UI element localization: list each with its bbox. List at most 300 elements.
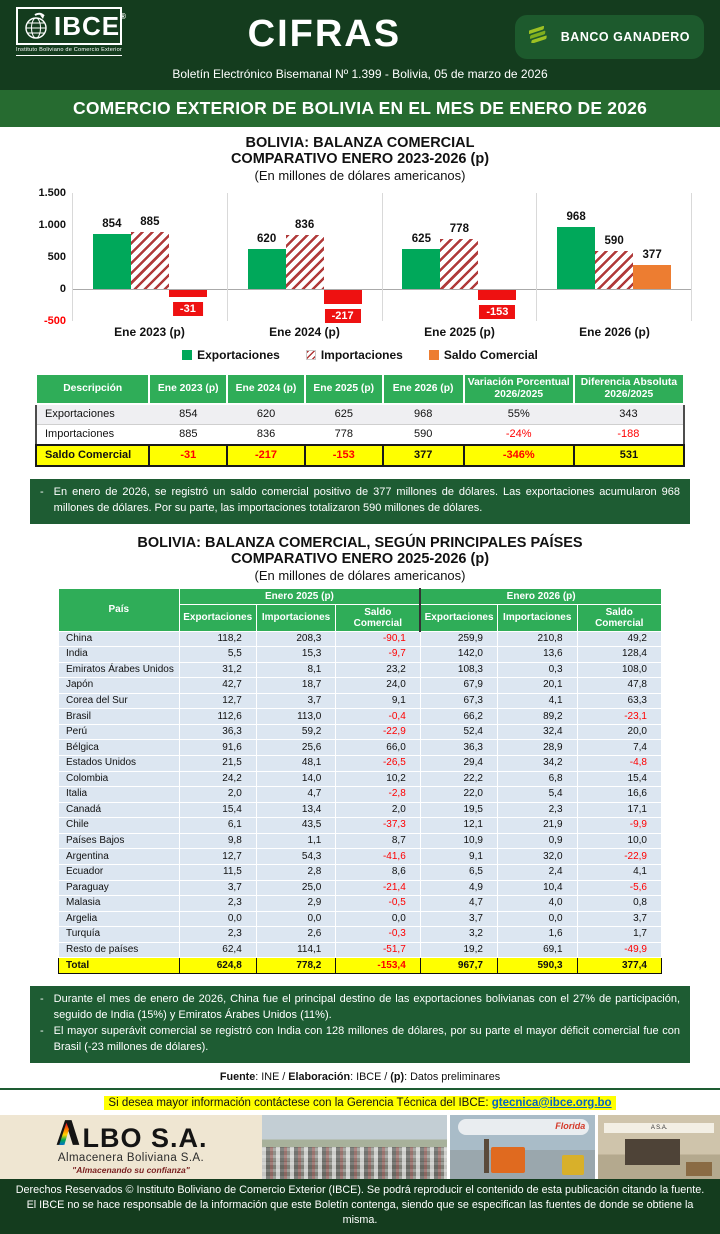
bar-exportaciones — [93, 234, 131, 289]
bar-saldo-comercial — [633, 265, 671, 289]
table-cell: 5,4 — [497, 787, 577, 803]
table-cell: 19,2 — [420, 942, 497, 958]
albo-logo-panel — [0, 1115, 262, 1179]
note-bullet: - En enero de 2026, se registró un saldo comercial positivo de 377 millones de dólares. Las exportaciones acumularon 968 millones de dólares. Por su parte, las importaciones totalizaron 590 millones de dólares. — [40, 485, 680, 514]
table-cell: 66,2 — [420, 709, 497, 725]
table-cell: 778 — [305, 424, 383, 445]
table-cell: 968 — [383, 404, 464, 425]
bar-saldo-comercial — [324, 290, 362, 304]
table-cell: 91,6 — [179, 740, 256, 756]
table-cell: 108,0 — [577, 662, 661, 678]
table-cell: 210,8 — [497, 631, 577, 647]
table-cell: 2,6 — [256, 927, 336, 943]
ad-warehouse-sign: A S.A. — [604, 1123, 714, 1133]
country-name: India — [59, 647, 180, 663]
summary-col-header: Descripción — [36, 374, 149, 404]
table-row — [59, 958, 662, 974]
bar-value-label: 590 — [604, 235, 624, 248]
table-cell: 6,8 — [497, 771, 577, 787]
table-cell: -21,4 — [336, 880, 420, 896]
chart-plot-area — [72, 193, 692, 321]
summary-col-header: Ene 2026 (p) — [383, 374, 464, 404]
chart-group-ene-2026-p- — [537, 193, 692, 321]
table-cell: -37,3 — [336, 818, 420, 834]
bar-saldo-comercial — [478, 290, 516, 300]
row-label: Saldo Comercial — [36, 445, 149, 466]
countries-note-box — [30, 986, 690, 1063]
table-cell: 836 — [227, 424, 305, 445]
table-cell: 69,1 — [497, 942, 577, 958]
table-cell: 12,1 — [420, 818, 497, 834]
table-row — [59, 740, 662, 756]
table-cell: 20,1 — [497, 678, 577, 694]
country-name: Argelia — [59, 911, 180, 927]
table-row — [59, 927, 662, 943]
country-name: Malasia — [59, 896, 180, 912]
table-cell: -51,7 — [336, 942, 420, 958]
ibce-logo-subtitle: Instituto Boliviano de Comercio Exterior — [16, 45, 122, 56]
table-cell: 66,0 — [336, 740, 420, 756]
table-cell: 89,2 — [497, 709, 577, 725]
albo-advertisement — [0, 1115, 720, 1179]
table-cell: 118,2 — [179, 631, 256, 647]
table-cell: 2,4 — [497, 864, 577, 880]
table-cell: -41,6 — [336, 849, 420, 865]
ibce-wordmark: IBCE® — [54, 11, 128, 41]
table-cell: 22,2 — [420, 771, 497, 787]
table-cell: 36,3 — [420, 740, 497, 756]
chart-group-ene-2025-p- — [383, 193, 538, 321]
page-header — [0, 0, 720, 90]
table-row — [59, 849, 662, 865]
table-cell: 854 — [149, 404, 227, 425]
country-name: Bélgica — [59, 740, 180, 756]
table-cell: 9,8 — [179, 833, 256, 849]
table-cell: 32,0 — [497, 849, 577, 865]
table-cell: 113,0 — [256, 709, 336, 725]
ad-photo-forklift — [447, 1115, 595, 1179]
table-cell: 19,5 — [420, 802, 497, 818]
trade-balance-chart — [28, 187, 692, 327]
countries-title: BOLIVIA: BALANZA COMERCIAL, SEGÚN PRINCIPALES PAÍSES COMPARATIVO ENERO 2025-2026 (p) (En millones de dólares americanos) — [137, 534, 583, 583]
y-tick-label: 1.000 — [38, 219, 66, 231]
bar-value-label: -31 — [173, 302, 203, 316]
table-row — [59, 709, 662, 725]
banco-ganadero-logo — [515, 15, 704, 59]
table-cell: 18,7 — [256, 678, 336, 694]
country-name: Emiratos Árabes Unidos — [59, 662, 180, 678]
table-cell: 0,3 — [497, 662, 577, 678]
table-cell: 7,4 — [577, 740, 661, 756]
table-cell: 4,0 — [497, 896, 577, 912]
table-cell: 259,9 — [420, 631, 497, 647]
table-cell: 1,1 — [256, 833, 336, 849]
bar-saldo-comercial — [169, 290, 207, 297]
bulletin-line: Boletín Electrónico Bisemanal Nº 1.399 - Bolivia, 05 de marzo de 2026 — [172, 67, 548, 81]
table-cell: 0,9 — [497, 833, 577, 849]
table-cell: 4,1 — [577, 864, 661, 880]
contact-strip — [0, 1088, 720, 1115]
summary-table — [35, 373, 685, 467]
bar-value-label: 885 — [140, 216, 160, 229]
table-cell: -346% — [464, 445, 574, 466]
chart-y-axis — [28, 187, 72, 327]
table-cell: 34,2 — [497, 756, 577, 772]
bar-importaciones — [595, 251, 633, 289]
sub-column-header: Saldo Comercial — [336, 604, 420, 631]
table-cell: 1,6 — [497, 927, 577, 943]
bar-value-label: 968 — [566, 211, 586, 224]
table-cell: 43,5 — [256, 818, 336, 834]
table-cell: 9,1 — [336, 693, 420, 709]
table-cell: 17,1 — [577, 802, 661, 818]
table-cell: 8,6 — [336, 864, 420, 880]
table-row — [59, 724, 662, 740]
table-cell: 52,4 — [420, 724, 497, 740]
chart-group-ene-2023-p- — [73, 193, 228, 321]
legend-item: Importaciones — [306, 348, 403, 362]
table-cell: 8,1 — [256, 662, 336, 678]
albo-a-icon — [54, 1119, 80, 1151]
table-cell: 59,2 — [256, 724, 336, 740]
table-cell: 12,7 — [179, 849, 256, 865]
table-cell: 590,3 — [497, 958, 577, 974]
y-tick-label: 0 — [59, 283, 66, 295]
table-cell: -31 — [149, 445, 227, 466]
chart-x-axis — [72, 325, 692, 339]
table-cell: -217 — [227, 445, 305, 466]
table-cell: 14,0 — [256, 771, 336, 787]
country-name: Argentina — [59, 849, 180, 865]
table-cell: 0,8 — [577, 896, 661, 912]
y-tick-label: -500 — [43, 315, 66, 327]
table-cell: -5,6 — [577, 880, 661, 896]
table-cell: 29,4 — [420, 756, 497, 772]
table-cell: 54,3 — [256, 849, 336, 865]
table-cell: -9,9 — [577, 818, 661, 834]
table-cell: 2,3 — [179, 927, 256, 943]
row-label: Importaciones — [36, 424, 149, 445]
ad-photo-text: Florida — [555, 1120, 586, 1131]
table-row — [59, 802, 662, 818]
table-cell: 4,9 — [420, 880, 497, 896]
table-cell: 24,2 — [179, 771, 256, 787]
table-cell: 36,3 — [179, 724, 256, 740]
table-cell: -23,1 — [577, 709, 661, 725]
summary-col-header: Diferencia Absoluta 2026/2025 — [574, 374, 684, 404]
table-cell: 2,0 — [179, 787, 256, 803]
x-category-label: Ene 2025 (p) — [424, 325, 495, 339]
table-cell: 10,4 — [497, 880, 577, 896]
table-cell: 32,4 — [497, 724, 577, 740]
table-cell: 12,7 — [179, 693, 256, 709]
table-cell: 11,5 — [179, 864, 256, 880]
x-category-label: Ene 2026 (p) — [579, 325, 650, 339]
country-name: Colombia — [59, 771, 180, 787]
ibce-logo — [16, 7, 134, 56]
table-cell: 3,7 — [179, 880, 256, 896]
banco-ganadero-icon — [529, 26, 553, 48]
table-cell: 625 — [305, 404, 383, 425]
table-row — [59, 864, 662, 880]
table-cell: -49,9 — [577, 942, 661, 958]
table-cell: 10,2 — [336, 771, 420, 787]
countries-corner-header: País — [59, 588, 180, 631]
note-bullet: - Durante el mes de enero de 2026, China fue el principal destino de las exportaciones bolivianas con el 27% de participación, seguido de India (15%) y Emiratos Árabes Unidos (11%). — [40, 992, 680, 1021]
ad-photo-warehouse — [595, 1115, 720, 1179]
table-cell: -9,7 — [336, 647, 420, 663]
table-cell: 2,0 — [336, 802, 420, 818]
table-cell: 142,0 — [420, 647, 497, 663]
table-cell: 4,7 — [256, 787, 336, 803]
table-cell: -26,5 — [336, 756, 420, 772]
table-row — [59, 693, 662, 709]
table-cell: 967,7 — [420, 958, 497, 974]
globe-icon — [24, 12, 50, 40]
year-group-header: Enero 2026 (p) — [420, 588, 661, 604]
table-cell: 4,7 — [420, 896, 497, 912]
legend-marker — [306, 350, 316, 360]
table-row — [59, 942, 662, 958]
country-name: Paraguay — [59, 880, 180, 896]
table-cell: 15,4 — [179, 802, 256, 818]
table-cell: -0,4 — [336, 709, 420, 725]
country-name: China — [59, 631, 180, 647]
page-footer — [0, 1179, 720, 1234]
table-row — [59, 756, 662, 772]
table-cell: -22,9 — [336, 724, 420, 740]
ad-photo-parking-lot — [262, 1115, 447, 1179]
table-cell: 114,1 — [256, 942, 336, 958]
table-cell: 21,5 — [179, 756, 256, 772]
table-row — [59, 662, 662, 678]
note-bullet: - El mayor superávit comercial se registró con India con 128 millones de dólares, por su parte el mayor déficit comercial fue con Brasil (-23 millones de dólares). — [40, 1024, 680, 1053]
table-cell: 531 — [574, 445, 684, 466]
table-row — [59, 833, 662, 849]
table-row — [36, 424, 684, 445]
sub-column-header: Saldo Comercial — [577, 604, 661, 631]
table-cell: -188 — [574, 424, 684, 445]
table-cell: 108,3 — [420, 662, 497, 678]
footer-line-1: Derechos Reservados © Instituto Boliviano de Comercio Exterior (IBCE). Se podrá reproducir el contenido de esta publicación citando la fuente. — [15, 1183, 705, 1196]
table-cell: 55% — [464, 404, 574, 425]
y-tick-label: 1.500 — [38, 187, 66, 199]
table-cell: 42,7 — [179, 678, 256, 694]
legend-marker — [182, 350, 192, 360]
table-cell: 67,9 — [420, 678, 497, 694]
country-name: Total — [59, 958, 180, 974]
table-cell: 62,4 — [179, 942, 256, 958]
ad-cargo-box — [686, 1162, 712, 1176]
table-row — [59, 787, 662, 803]
table-cell: 778,2 — [256, 958, 336, 974]
table-cell: 6,1 — [179, 818, 256, 834]
table-cell: 48,1 — [256, 756, 336, 772]
source-line: Fuente: INE / Elaboración: IBCE / (p): Datos preliminares — [219, 1070, 501, 1083]
country-name: Corea del Sur — [59, 693, 180, 709]
bar-value-label: 620 — [257, 233, 277, 246]
bar-value-label: -217 — [325, 309, 361, 323]
sub-column-header: Importaciones — [256, 604, 336, 631]
table-cell: 2,3 — [179, 896, 256, 912]
table-cell: 0,0 — [336, 911, 420, 927]
country-name: Italia — [59, 787, 180, 803]
summary-col-header: Ene 2025 (p) — [305, 374, 383, 404]
bar-exportaciones — [402, 249, 440, 289]
table-row — [59, 771, 662, 787]
table-cell: 10,9 — [420, 833, 497, 849]
table-cell: 0,0 — [497, 911, 577, 927]
table-row — [59, 818, 662, 834]
table-cell: 3,2 — [420, 927, 497, 943]
country-name: Chile — [59, 818, 180, 834]
legend-item: Saldo Comercial — [429, 348, 538, 362]
table-cell: 67,3 — [420, 693, 497, 709]
table-cell: -4,8 — [577, 756, 661, 772]
table-row — [59, 631, 662, 647]
table-cell: -153,4 — [336, 958, 420, 974]
sub-column-header: Importaciones — [497, 604, 577, 631]
masthead-title: CIFRAS — [247, 13, 402, 55]
bar-value-label: 625 — [411, 233, 431, 245]
table-cell: 4,1 — [497, 693, 577, 709]
table-cell: 24,0 — [336, 678, 420, 694]
table-cell: 620 — [227, 404, 305, 425]
table-cell: 2,8 — [256, 864, 336, 880]
table-cell: 25,6 — [256, 740, 336, 756]
albo-subtitle: Almacenera Boliviana S.A. — [57, 1151, 205, 1164]
table-cell: 343 — [574, 404, 684, 425]
table-cell: 1,7 — [577, 927, 661, 943]
footer-line-2: El IBCE no se hace responsable de la información que este Boletín contenga, siendo que se especifican las fuentes de donde se obtiene la misma. — [26, 1198, 694, 1226]
bar-value-label: 778 — [449, 223, 469, 236]
country-name: Ecuador — [59, 864, 180, 880]
summary-col-header: Ene 2023 (p) — [149, 374, 227, 404]
table-cell: 0,0 — [256, 911, 336, 927]
country-name: Perú — [59, 724, 180, 740]
ad-lift-shape — [562, 1155, 584, 1175]
ad-warehouse-door — [625, 1139, 680, 1165]
x-category-label: Ene 2023 (p) — [114, 325, 185, 339]
table-cell: 15,3 — [256, 647, 336, 663]
contact-email-link[interactable]: gtecnica@ibce.org.bo — [491, 1096, 612, 1109]
table-row — [59, 880, 662, 896]
summary-col-header: Ene 2024 (p) — [227, 374, 305, 404]
table-cell: 63,3 — [577, 693, 661, 709]
legend-item: Exportaciones — [182, 348, 280, 362]
country-name: Resto de países — [59, 942, 180, 958]
bar-value-label: -153 — [479, 305, 515, 319]
table-cell: 49,2 — [577, 631, 661, 647]
country-name: Brasil — [59, 709, 180, 725]
table-row — [59, 678, 662, 694]
table-cell: -0,5 — [336, 896, 420, 912]
countries-table — [58, 588, 662, 974]
table-cell: 13,4 — [256, 802, 336, 818]
summary-col-header: Variación Porcentual 2026/2025 — [464, 374, 574, 404]
table-cell: -153 — [305, 445, 383, 466]
table-cell: 21,9 — [497, 818, 577, 834]
table-cell: 23,2 — [336, 662, 420, 678]
table-cell: 13,6 — [497, 647, 577, 663]
table-cell: 5,5 — [179, 647, 256, 663]
table-cell: 20,0 — [577, 724, 661, 740]
legend-marker — [429, 350, 439, 360]
table-cell: -2,8 — [336, 787, 420, 803]
table-cell: 16,6 — [577, 787, 661, 803]
country-name: Canadá — [59, 802, 180, 818]
table-cell: 3,7 — [256, 693, 336, 709]
table-cell: 31,2 — [179, 662, 256, 678]
main-banner-title: COMERCIO EXTERIOR DE BOLIVIA EN EL MES DE ENERO DE 2026 — [0, 90, 720, 127]
bar-value-label: 854 — [102, 218, 122, 231]
bar-exportaciones — [557, 227, 595, 289]
bar-value-label: 377 — [642, 248, 662, 261]
table-row — [36, 404, 684, 425]
albo-photos — [262, 1115, 720, 1179]
bar-value-label: 836 — [295, 219, 315, 232]
table-cell: 885 — [149, 424, 227, 445]
albo-brand-text: LBO S.A. — [82, 1123, 208, 1154]
table-cell: 9,1 — [420, 849, 497, 865]
table-cell: 3,7 — [577, 911, 661, 927]
table-cell: 128,4 — [577, 647, 661, 663]
table-cell: -22,9 — [577, 849, 661, 865]
ad-forklift-shape — [491, 1147, 525, 1173]
country-name: Estados Unidos — [59, 756, 180, 772]
table-cell: 6,5 — [420, 864, 497, 880]
table-cell: 624,8 — [179, 958, 256, 974]
chart-group-ene-2024-p- — [228, 193, 383, 321]
bar-importaciones — [286, 235, 324, 289]
table-cell: 208,3 — [256, 631, 336, 647]
x-category-label: Ene 2024 (p) — [269, 325, 340, 339]
sub-column-header: Exportaciones — [420, 604, 497, 631]
table-cell: 28,9 — [497, 740, 577, 756]
table-cell: 10,0 — [577, 833, 661, 849]
country-name: Japón — [59, 678, 180, 694]
year-group-header: Enero 2025 (p) — [179, 588, 420, 604]
table-cell: 377 — [383, 445, 464, 466]
chart-legend — [0, 348, 720, 362]
table-cell: 47,8 — [577, 678, 661, 694]
chart-title: BOLIVIA: BALANZA COMERCIAL COMPARATIVO ENERO 2023-2026 (p) (En millones de dólares americanos) — [230, 135, 490, 183]
bar-exportaciones — [248, 249, 286, 289]
table-cell: 22,0 — [420, 787, 497, 803]
bar-importaciones — [131, 232, 169, 289]
table-cell: -90,1 — [336, 631, 420, 647]
table-row — [59, 647, 662, 663]
row-label: Exportaciones — [36, 404, 149, 425]
table-cell: 2,9 — [256, 896, 336, 912]
albo-slogan: "Almacenando su confianza" — [72, 1164, 190, 1175]
table-cell: 590 — [383, 424, 464, 445]
country-name: Países Bajos — [59, 833, 180, 849]
y-tick-label: 500 — [47, 251, 66, 263]
table-cell: -0,3 — [336, 927, 420, 943]
sub-column-header: Exportaciones — [179, 604, 256, 631]
table-cell: 3,7 — [420, 911, 497, 927]
table-cell: 2,3 — [497, 802, 577, 818]
table-cell: 15,4 — [577, 771, 661, 787]
contact-text: Si desea mayor información contáctese con la Gerencia Técnica del IBCE: — [108, 1096, 492, 1109]
table-cell: 0,0 — [179, 911, 256, 927]
table-row — [59, 896, 662, 912]
table-cell: -24% — [464, 424, 574, 445]
table-row — [36, 445, 684, 466]
table-cell: 8,7 — [336, 833, 420, 849]
banco-ganadero-label: BANCO GANADERO — [560, 30, 690, 44]
